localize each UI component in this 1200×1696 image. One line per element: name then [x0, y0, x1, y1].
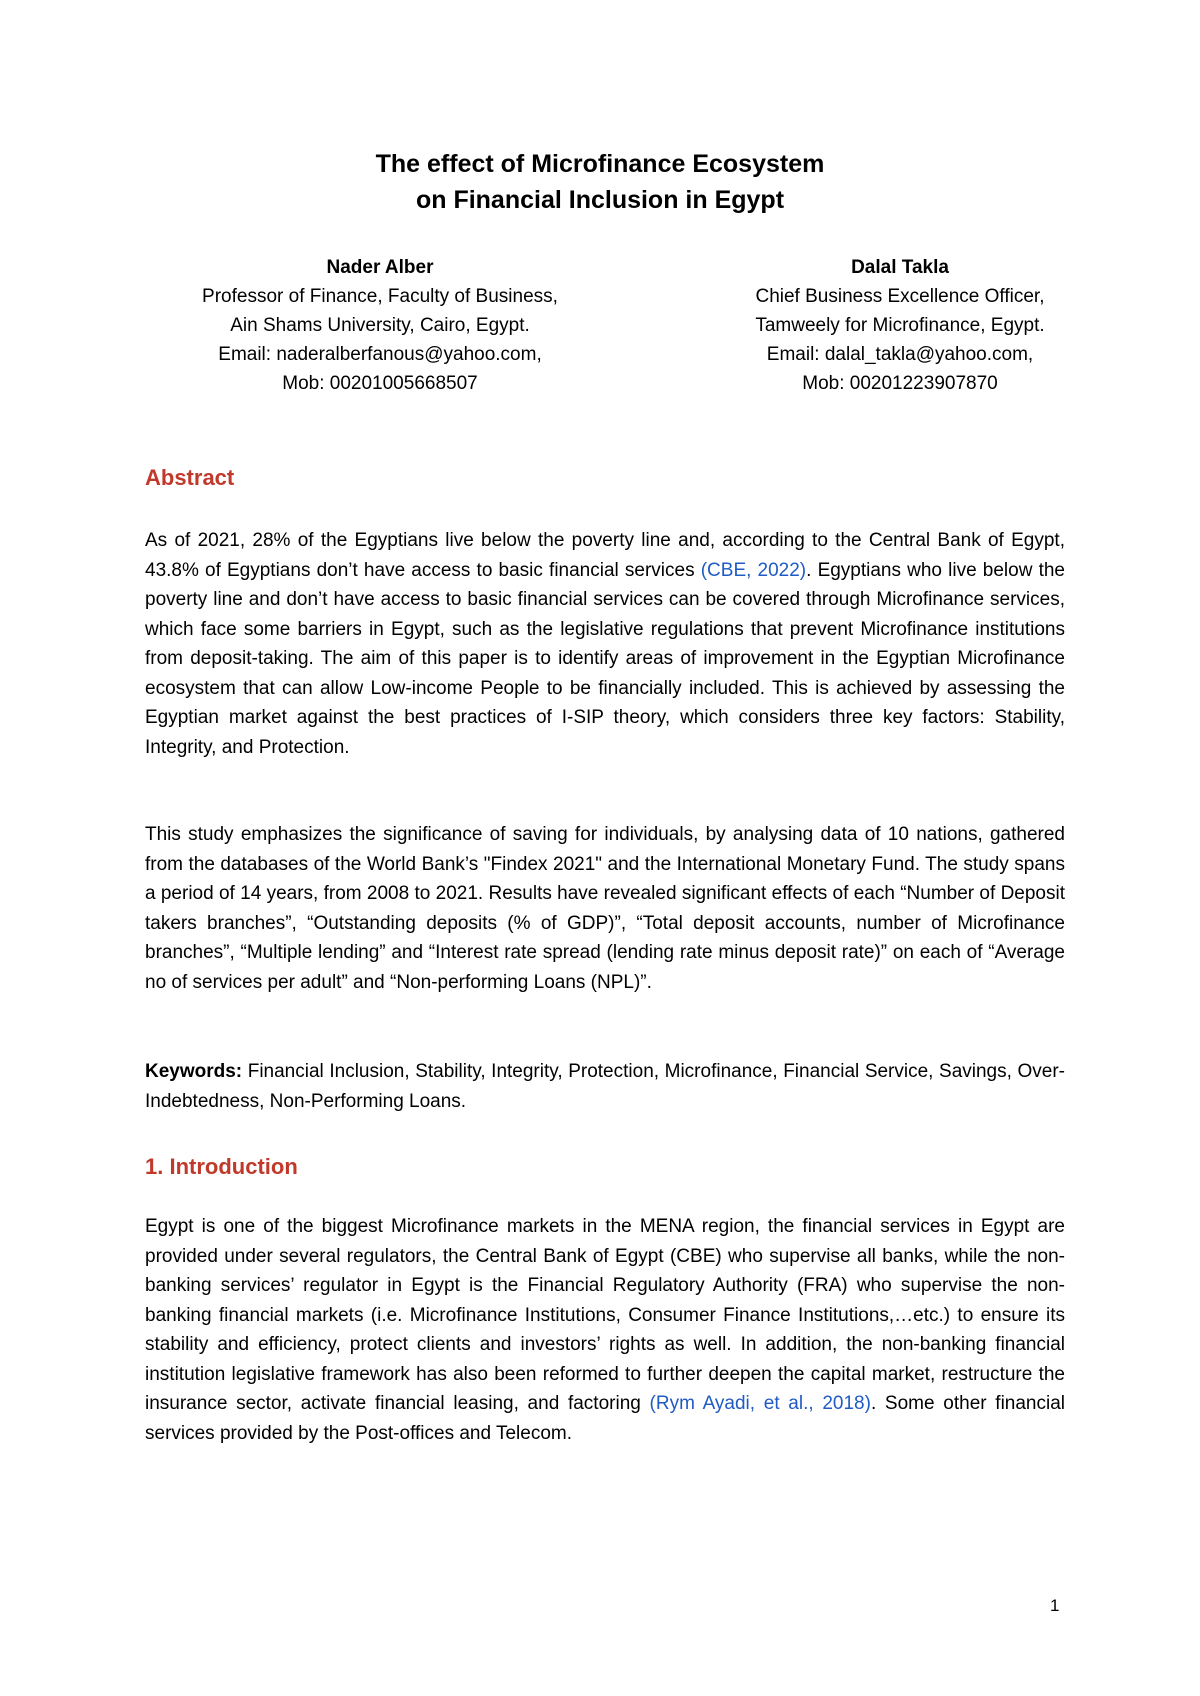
- keywords-paragraph: [145, 1057, 1065, 1116]
- abstract-heading: Abstract: [145, 465, 235, 490]
- author-affiliation: Tamweely for Microfinance, Egypt.: [755, 315, 1045, 336]
- author-mobile: Mob: 00201223907870: [802, 373, 998, 394]
- abstract-paragraph-1: [145, 526, 1065, 762]
- author-block-2: [640, 253, 1160, 398]
- author-affiliation: Ain Shams University, Cairo, Egypt.: [230, 315, 530, 336]
- paper-title: [0, 146, 1200, 218]
- keywords-label: Keywords:: [145, 1061, 243, 1082]
- author-affiliation: Chief Business Excellence Officer,: [755, 286, 1045, 307]
- page-number: 1: [1050, 1596, 1060, 1615]
- abstract-text: . Egyptians who live below the poverty line and don’t have access to basic financial services can be covered through Microfinance services, which face some barriers in Egypt, such as the legislative regulations that prevent Microfinance institutions from deposit-taking. The aim of this paper is to identify areas of improvement in the Egyptian Microfinance ecosystem that can allow Low-income People to be financially included. This is achieved by assessing the Egyptian market against the best practices of I-SIP theory, which considers three key factors: Stability, Integrity, and Protection.: [145, 559, 1065, 758]
- keywords-text: Financial Inclusion, Stability, Integrity, Protection, Microfinance, Financial Service, Savings, Over-Indebtedness, Non-Performing Loans.: [145, 1061, 1065, 1112]
- citation-link[interactable]: (Rym Ayadi, et al., 2018): [649, 1393, 871, 1414]
- author-block-1: [120, 253, 640, 398]
- author-name: Dalal Takla: [851, 257, 949, 278]
- citation-link[interactable]: (CBE, 2022): [700, 559, 807, 581]
- introduction-heading: 1. Introduction: [145, 1154, 298, 1179]
- author-affiliation: Professor of Finance, Faculty of Business,: [202, 286, 558, 307]
- introduction-text: . Some other financial services provided by the Post-offices and Telecom.: [145, 1393, 1065, 1444]
- author-mobile: Mob: 00201005668507: [282, 373, 478, 394]
- introduction-paragraph-1: [145, 1212, 1065, 1448]
- abstract-paragraph-2: This study emphasizes the significance of saving for individuals, by analysing data of 10 nations, gathered from the databases of the World Bank’s "Findex 2021" and the International Monetary Fund. The study spans a period of 14 years, from 2008 to 2021. Results have revealed significant effects of each “Number of Deposit takers branches”, “Outstanding deposits (% of GDP)”, “Total deposit accounts, number of Microfinance branches”, “Multiple lending” and “Interest rate spread (lending rate minus deposit rate)” on each of “Average no of services per adult” and “Non-performing Loans (NPL)”.: [145, 824, 1065, 993]
- introduction-text: Egypt is one of the biggest Microfinance markets in the MENA region, the financial services in Egypt are provided under several regulators, the Central Bank of Egypt (CBE) who supervise all banks, while the non-banking services’ regulator in Egypt is the Financial Regulatory Authority (FRA) who supervise the non-banking financial markets (i.e. Microfinance Institutions, Consumer Finance Institutions,…etc.) to ensure its stability and efficiency, protect clients and investors’ rights as well. In addition, the non-banking financial institution legislative framework has also been reformed to further deepen the capital market, restructure the insurance sector, activate financial leasing, and factoring: [145, 1216, 1065, 1414]
- author-name: Nader Alber: [326, 257, 434, 278]
- author-email: Email: naderalberfanous@yahoo.com,: [218, 344, 542, 365]
- author-email: Email: dalal_takla@yahoo.com,: [766, 344, 1034, 365]
- title-line-2: on Financial Inclusion in Egypt: [415, 186, 785, 214]
- abstract-text: As of 2021, 28% of the Egyptians live below the poverty line and, according to the Central Bank of Egypt, 43.8% of Egyptians don’t have access to basic financial services: [145, 530, 1065, 581]
- title-line-1: The effect of Microfinance Ecosystem: [375, 150, 825, 178]
